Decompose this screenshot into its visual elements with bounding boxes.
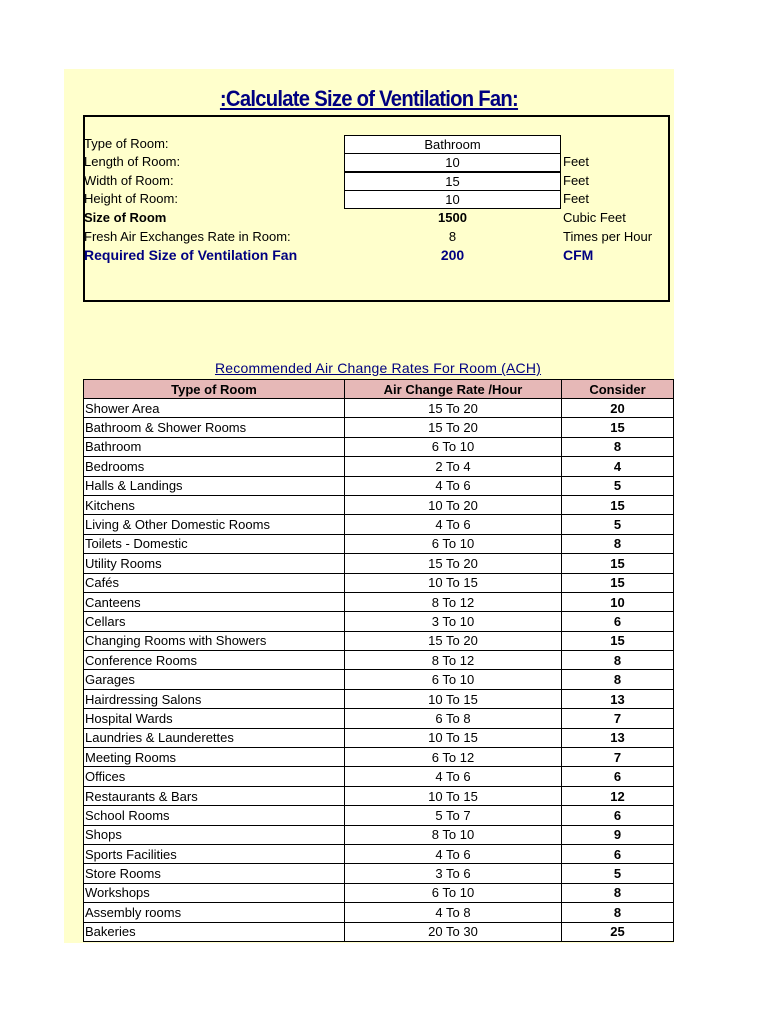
length-label: Length of Room:: [84, 154, 181, 169]
consider-cell: 15: [562, 495, 674, 514]
consider-cell: 6: [562, 844, 674, 863]
table-row: [84, 495, 674, 514]
room-type-cell: Garages: [84, 670, 345, 689]
table-row: [84, 592, 674, 611]
air-change-rate-cell: 8 To 10: [345, 825, 562, 844]
consider-cell: 25: [562, 922, 674, 941]
room-type-cell: Bathroom & Shower Rooms: [84, 418, 345, 437]
table-row: [84, 418, 674, 437]
consider-cell: 5: [562, 864, 674, 883]
air-change-rate-cell: 8 To 12: [345, 592, 562, 611]
air-change-rate-cell: 2 To 4: [345, 457, 562, 476]
air-change-rate-cell: 15 To 20: [345, 399, 562, 418]
room-type-cell: Conference Rooms: [84, 651, 345, 670]
air-change-rate-cell: 8 To 12: [345, 651, 562, 670]
consider-cell: 15: [562, 554, 674, 573]
table-row: [84, 554, 674, 573]
room-type-cell: Utility Rooms: [84, 554, 345, 573]
consider-cell: 10: [562, 592, 674, 611]
room-type-cell: Living & Other Domestic Rooms: [84, 515, 345, 534]
consider-cell: 6: [562, 612, 674, 631]
room-type-cell: Restaurants & Bars: [84, 786, 345, 805]
consider-cell: 8: [562, 437, 674, 456]
header-air-change-rate: Air Change Rate /Hour: [345, 380, 562, 399]
air-change-rate-cell: 6 To 8: [345, 709, 562, 728]
air-exchange-unit: Times per Hour: [563, 229, 653, 244]
room-type-cell: Assembly rooms: [84, 903, 345, 922]
header-consider: Consider: [562, 380, 674, 399]
table-row: [84, 612, 674, 631]
consider-cell: 8: [562, 903, 674, 922]
page-title: :Calculate Size of Ventilation Fan:: [219, 86, 519, 111]
consider-cell: 15: [562, 573, 674, 592]
room-type-cell: Hairdressing Salons: [84, 689, 345, 708]
length-unit: Feet: [563, 154, 590, 169]
table-row: [84, 844, 674, 863]
room-type-cell: Laundries & Launderettes: [84, 728, 345, 747]
size-of-room-value: 1500: [438, 210, 467, 225]
table-row: [84, 670, 674, 689]
room-type-cell: Sports Facilities: [84, 844, 345, 863]
consider-cell: 6: [562, 806, 674, 825]
room-type-cell: Store Rooms: [84, 864, 345, 883]
width-input[interactable]: 15: [344, 172, 561, 191]
table-row: [84, 631, 674, 650]
height-label: Height of Room:: [84, 191, 178, 206]
width-unit: Feet: [563, 173, 590, 188]
consider-cell: 13: [562, 728, 674, 747]
header-type-of-room: Type of Room: [84, 380, 345, 399]
table-row: [84, 748, 674, 767]
table-row: [84, 922, 674, 941]
air-change-rate-cell: 10 To 15: [345, 728, 562, 747]
type-of-room-input[interactable]: Bathroom: [344, 135, 561, 154]
table-row: [84, 476, 674, 495]
air-change-rate-cell: 6 To 10: [345, 670, 562, 689]
fan-size-unit: CFM: [563, 247, 594, 263]
size-of-room-unit: Cubic Feet: [563, 210, 626, 225]
consider-cell: 12: [562, 786, 674, 805]
table-row: [84, 786, 674, 805]
table-header-row: [84, 380, 674, 399]
air-change-rate-cell: 3 To 10: [345, 612, 562, 631]
table-row: [84, 534, 674, 553]
room-type-cell: Meeting Rooms: [84, 748, 345, 767]
table-row: [84, 457, 674, 476]
table-row: [84, 515, 674, 534]
table-row: [84, 806, 674, 825]
consider-cell: 7: [562, 709, 674, 728]
room-type-cell: Cafés: [84, 573, 345, 592]
room-type-cell: Bakeries: [84, 922, 345, 941]
consider-cell: 7: [562, 748, 674, 767]
consider-cell: 5: [562, 476, 674, 495]
air-change-rate-cell: 4 To 6: [345, 515, 562, 534]
air-change-rate-cell: 15 To 20: [345, 554, 562, 573]
table-row: [84, 709, 674, 728]
table-body: [84, 399, 674, 942]
table-row: [84, 864, 674, 883]
size-of-room-label: Size of Room: [84, 210, 167, 225]
room-type-cell: Shower Area: [84, 399, 345, 418]
room-type-cell: Changing Rooms with Showers: [84, 631, 345, 650]
air-change-table: [83, 379, 674, 942]
fan-size-label: Required Size of Ventilation Fan: [84, 247, 298, 263]
air-change-rate-cell: 6 To 10: [345, 883, 562, 902]
room-type-cell: Kitchens: [84, 495, 345, 514]
consider-cell: 8: [562, 883, 674, 902]
air-change-rate-cell: 4 To 6: [345, 844, 562, 863]
fan-size-value: 200: [440, 247, 465, 263]
consider-cell: 9: [562, 825, 674, 844]
consider-cell: 13: [562, 689, 674, 708]
table-row: [84, 437, 674, 456]
table-title: Recommended Air Change Rates For Room (ACH): [214, 360, 542, 376]
consider-cell: 4: [562, 457, 674, 476]
consider-cell: 5: [562, 515, 674, 534]
room-type-cell: Workshops: [84, 883, 345, 902]
air-change-rate-cell: 20 To 30: [345, 922, 562, 941]
air-exchange-value: 8: [448, 229, 457, 244]
table-row: [84, 767, 674, 786]
consider-cell: 20: [562, 399, 674, 418]
air-change-rate-cell: 15 To 20: [345, 418, 562, 437]
air-change-rate-cell: 6 To 10: [345, 534, 562, 553]
air-change-rate-cell: 4 To 8: [345, 903, 562, 922]
room-type-cell: Offices: [84, 767, 345, 786]
height-input[interactable]: 10: [344, 190, 561, 209]
table-row: [84, 903, 674, 922]
room-type-cell: Halls & Landings: [84, 476, 345, 495]
consider-cell: 8: [562, 534, 674, 553]
room-type-cell: Bedrooms: [84, 457, 345, 476]
air-change-rate-cell: 5 To 7: [345, 806, 562, 825]
consider-cell: 6: [562, 767, 674, 786]
height-unit: Feet: [563, 191, 590, 206]
air-change-rate-cell: 6 To 10: [345, 437, 562, 456]
table-row: [84, 399, 674, 418]
width-label: Width of Room:: [84, 173, 174, 188]
consider-cell: 15: [562, 631, 674, 650]
air-change-rate-cell: 6 To 12: [345, 748, 562, 767]
room-type-cell: Toilets - Domestic: [84, 534, 345, 553]
air-change-rate-cell: 10 To 15: [345, 786, 562, 805]
air-change-rate-cell: 3 To 6: [345, 864, 562, 883]
air-change-rate-cell: 10 To 15: [345, 573, 562, 592]
table-row: [84, 573, 674, 592]
air-exchange-label: Fresh Air Exchanges Rate in Room:: [84, 229, 291, 244]
length-input[interactable]: 10: [344, 153, 561, 172]
table-row: [84, 883, 674, 902]
table-row: [84, 728, 674, 747]
room-type-cell: Shops: [84, 825, 345, 844]
air-change-rate-cell: 4 To 6: [345, 476, 562, 495]
air-change-rate-cell: 10 To 20: [345, 495, 562, 514]
consider-cell: 8: [562, 651, 674, 670]
air-change-rate-cell: 10 To 15: [345, 689, 562, 708]
room-type-cell: School Rooms: [84, 806, 345, 825]
table-row: [84, 651, 674, 670]
type-of-room-label: Type of Room:: [84, 136, 169, 151]
room-type-cell: Hospital Wards: [84, 709, 345, 728]
air-change-rate-cell: 4 To 6: [345, 767, 562, 786]
table-row: [84, 825, 674, 844]
room-type-cell: Bathroom: [84, 437, 345, 456]
consider-cell: 15: [562, 418, 674, 437]
room-type-cell: Canteens: [84, 592, 345, 611]
consider-cell: 8: [562, 670, 674, 689]
air-change-rate-cell: 15 To 20: [345, 631, 562, 650]
table-row: [84, 689, 674, 708]
room-type-cell: Cellars: [84, 612, 345, 631]
